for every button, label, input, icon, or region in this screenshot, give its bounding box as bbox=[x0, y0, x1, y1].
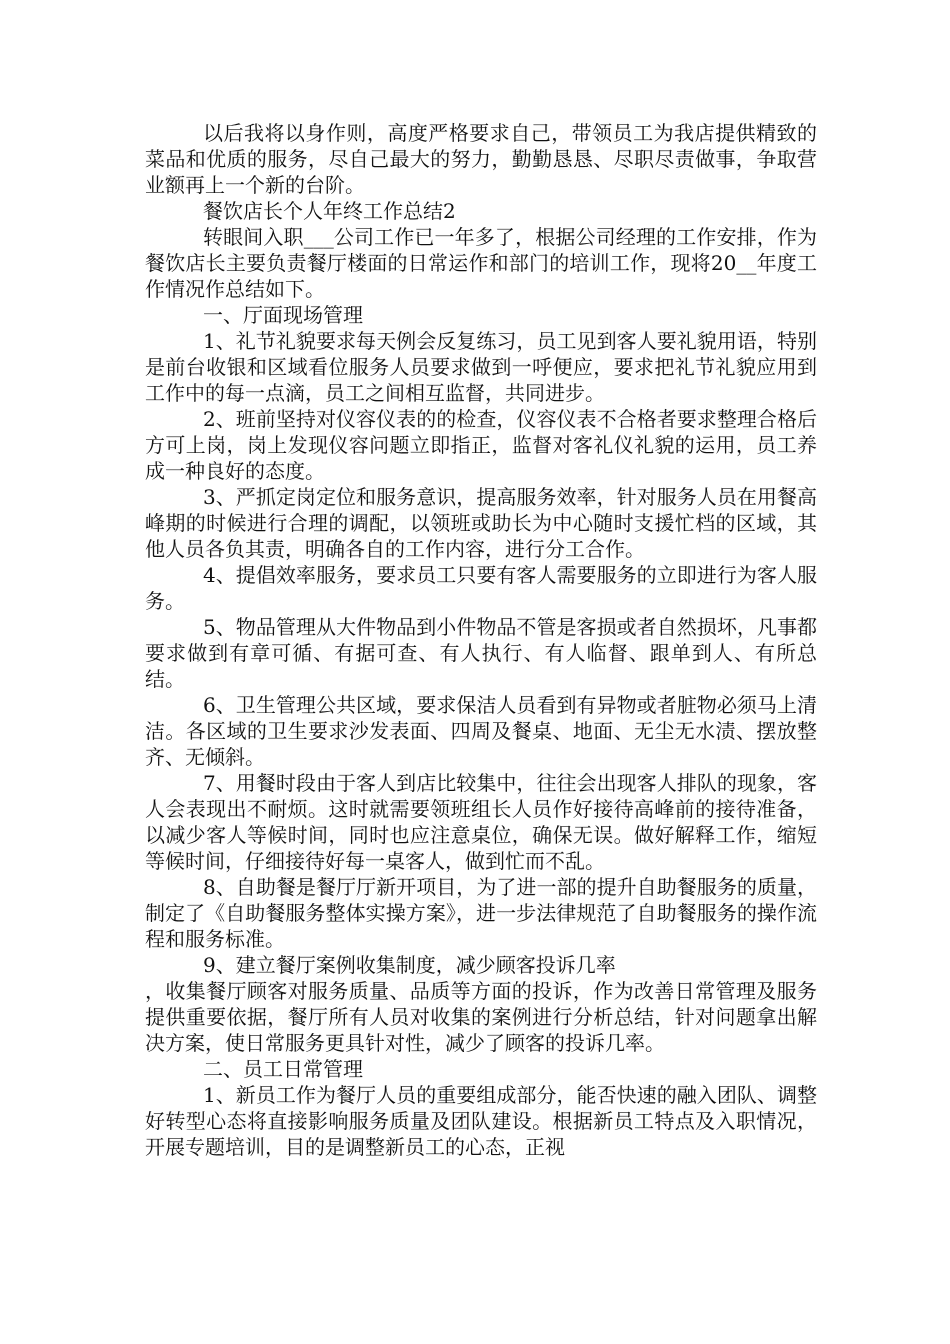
paragraph-item-6: 6、卫生管理公共区域，要求保洁人员看到有异物或者脏物必须马上清洁。各区域的卫生要求沙发表面、四周及餐桌、地面、无尘无水渍、摆放整齐、无倾斜。 bbox=[145, 693, 817, 769]
paragraph-item-9-continued: ，收集餐厅顾客对服务质量、品质等方面的投诉，作为改善日常管理及服务提供重要依据，餐厅所有人员对收集的案例进行分析总结，针对问题拿出解决方案，使日常服务更具针对性，减少了顾客的投诉几率。 bbox=[145, 979, 817, 1055]
paragraph-item-1: 1、礼节礼貌要求每天例会反复练习，员工见到客人要礼貌用语，特别是前台收银和区域看位服务人员要求做到一呼便应，要求把礼节礼貌应用到工作中的每一点滴，员工之间相互监督，共同进步。 bbox=[145, 329, 817, 405]
paragraph-item-9: 9、建立餐厅案例收集制度，减少顾客投诉几率 bbox=[203, 953, 616, 977]
section-title: 餐饮店长个人年终工作总结2 bbox=[203, 199, 456, 223]
heading-staff-management: 二、员工日常管理 bbox=[203, 1057, 363, 1081]
paragraph-intro: 转眼间入职___公司工作已一年多了，根据公司经理的工作安排，作为餐饮店长主要负责餐厅楼面的日常运作和部门的培训工作，现将20__年度工作情况作总结如下。 bbox=[145, 225, 817, 301]
document-page bbox=[145, 120, 817, 1160]
heading-floor-management: 一、厅面现场管理 bbox=[203, 303, 363, 327]
paragraph-staff-item-1: 1、新员工作为餐厅人员的重要组成部分，能否快速的融入团队、调整好转型心态将直接影响服务质量及团队建设。根据新员工特点及入职情况，开展专题培训，目的是调整新员工的心态，正视 bbox=[145, 1083, 817, 1159]
paragraph-item-4: 4、提倡效率服务，要求员工只要有客人需要服务的立即进行为客人服务。 bbox=[145, 563, 817, 613]
paragraph-item-8: 8、自助餐是餐厅厅新开项目，为了进一部的提升自助餐服务的质量，制定了《自助餐服务整体实操方案》，进一步法律规范了自助餐服务的操作流程和服务标准。 bbox=[145, 875, 817, 951]
paragraph-item-3: 3、严抓定岗定位和服务意识，提高服务效率，针对服务人员在用餐高峰期的时候进行合理的调配，以领班或助长为中心随时支援忙档的区域，其他人员各负其责，明确各自的工作内容，进行分工合作。 bbox=[145, 485, 817, 561]
paragraph-item-2: 2、班前坚持对仪容仪表的的检查，仪容仪表不合格者要求整理合格后方可上岗，岗上发现仪容问题立即指正，监督对客礼仪礼貌的运用，员工养成一种良好的态度。 bbox=[145, 407, 817, 483]
paragraph-closing: 以后我将以身作则，高度严格要求自己，带领员工为我店提供精致的菜品和优质的服务，尽自己最大的努力，勤勤恳恳、尽职尽责做事，争取营业额再上一个新的台阶。 bbox=[145, 121, 817, 197]
paragraph-item-7: 7、用餐时段由于客人到店比较集中，往往会出现客人排队的现象，客人会表现出不耐烦。这时就需要领班组长人员作好接待高峰前的接待准备，以减少客人等候时间，同时也应注意桌位，确保无误。做好解释工作，缩短等候时间，仔细接待好每一桌客人，做到忙而不乱。 bbox=[145, 771, 817, 873]
paragraph-item-5: 5、物品管理从大件物品到小件物品不管是客损或者自然损坏，凡事都要求做到有章可循、有据可查、有人执行、有人临督、跟单到人、有所总结。 bbox=[145, 615, 817, 691]
